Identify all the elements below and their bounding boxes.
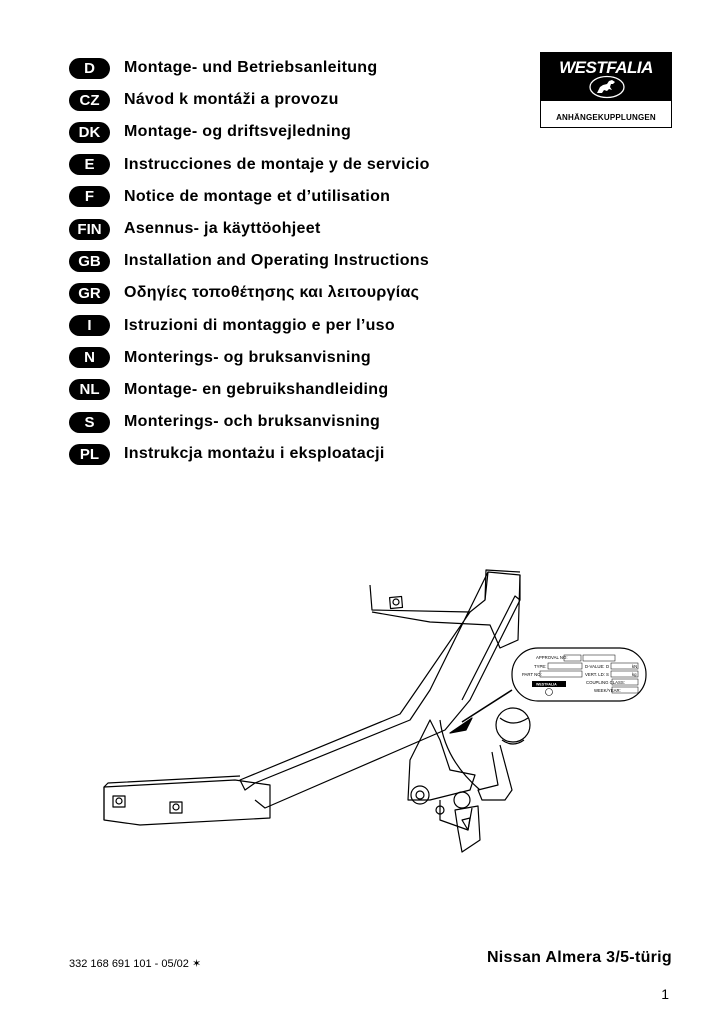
manual-title: Montage- und Betriebsanleitung [124,59,378,77]
manual-title: Οδηγίες τοποθέτησης και λειτουργίας [124,284,420,302]
manual-title: Návod k montáži a provozu [124,91,339,109]
plate-week-label: WEEK/YEAR: [594,688,621,693]
language-code-badge: GR [69,283,110,304]
bolt-hole [390,596,403,608]
plate-dvalue-letter: D [606,664,610,669]
language-code-badge: F [69,186,110,207]
language-code-badge: PL [69,444,110,465]
manual-title: Installation and Operating Instructions [124,252,430,270]
plate-mini-logo: WESTFALIA [536,682,557,687]
language-code-badge: N [69,347,110,368]
tow-ball [496,708,530,742]
logo-brand-text: WESTFALIA [559,58,653,77]
document-number: 332 168 691 101 - 05/02 ✶ [69,958,202,970]
plate-dvalue-label: D-VALUE: [585,664,605,669]
language-code-badge: NL [69,379,110,400]
plate-class-label: COUPLING CLASS: [586,680,625,685]
plate-type-label: TYPE: [534,664,547,669]
plate-vert-label: VERT. LD: [585,672,605,677]
plate-dvalue-unit: kN [632,664,638,669]
right-mounting-bracket [370,572,520,648]
plate-part-label: PART NO: [522,672,542,677]
language-code-badge: S [69,412,110,433]
left-mounting-bracket [104,780,270,825]
page-number: 1 [661,986,669,1002]
crossbar [240,572,488,790]
logo-subtitle: ANHÄNGEKUPPLUNGEN [556,113,656,122]
manual-title: Notice de montage et d’utilisation [124,187,391,205]
language-code-badge: I [69,315,110,336]
arrow-icon [462,690,512,722]
manual-title: Instrukcja montażu i eksploatacji [124,445,385,463]
manual-title: Montage- en gebruikshandleiding [124,380,389,398]
type-plate [512,648,646,701]
ball-neck [478,745,512,800]
language-code-badge: CZ [69,90,110,111]
manual-title: Montage- og driftsvejledning [124,123,352,141]
language-code-badge: DK [69,122,110,143]
vehicle-model: Nissan Almera 3/5-türig [486,949,672,966]
mounting-nut [411,786,429,804]
manual-title: Monterings- och bruksanvisning [124,413,381,431]
manual-title: Istruzioni di montaggio e per l’uso [124,316,395,334]
language-code-badge: GB [69,251,110,272]
language-code-badge: E [69,154,110,175]
language-code-badge: D [69,58,110,79]
manual-title: Instrucciones de montaje y de servicio [124,155,430,173]
manual-title: Monterings- og bruksanvisning [124,348,371,366]
manual-title: Asennus- ja käyttöohjeet [124,220,321,238]
plate-vert-unit: kg [632,672,637,677]
plate-approval-label: APPROVAL NO: [536,655,568,660]
plate-vert-letter: S [606,672,609,677]
language-code-badge: FIN [69,219,110,240]
mounting-nut [454,792,470,808]
